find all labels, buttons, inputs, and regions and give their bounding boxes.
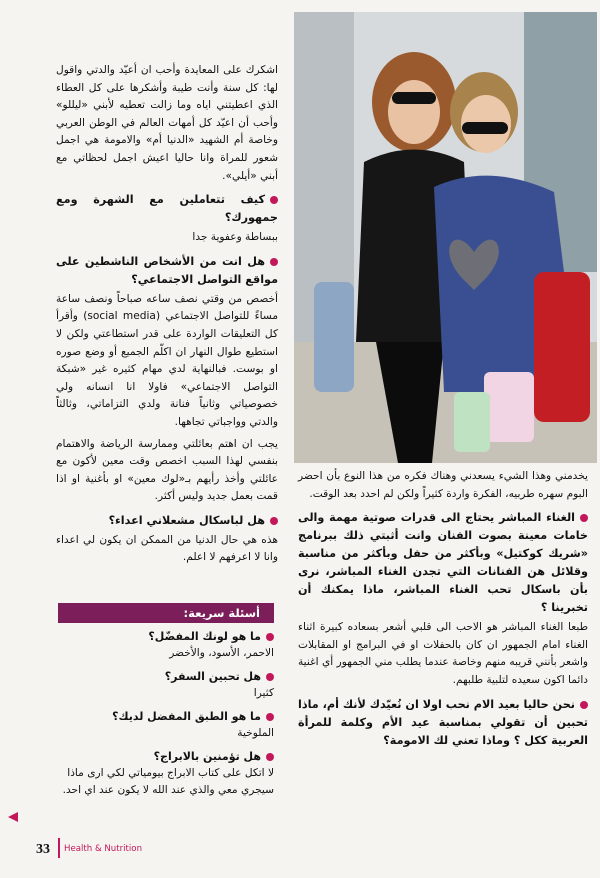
quick-question-text: هل تؤمنين بالابراج؟ [153, 750, 261, 763]
answer-social-media-1: أخصص من وقتي نصف ساعه صباحاً ونصف ساعة مساءً للتواصل الاجتماعي (social media) وأقرأ كل التعليقات الواردة على قدر استطاعتي ولكن لا استطيع طوال النهار ان اكلّم الجميع أو وضع صوره او بوست. فبالنهاية لدي مهام كثيره غير «شبكة التواصل الاجتماعي» فاولا انا انسانه ولي خصوصياتي وثانياً فنانة ولدي التزاماتي، وثالثاً والدتي وواجباتي تجاهها. [56, 292, 279, 428]
section-name: Health & Nutrition [64, 844, 143, 854]
answer-enemies: هذه هي حال الدنيا من الممكن ان يكون لي اعداء وانا لا اعرفهم لا اعلم. [56, 533, 278, 564]
bullet-icon [266, 713, 274, 721]
question-mothers-day [298, 696, 588, 750]
quick-answer: الاحمر، الأسود، والأخضر [169, 647, 274, 659]
left-column [56, 62, 278, 571]
arrow-left-icon [8, 812, 18, 822]
question-text: كيف تتعاملين مع الشهرة ومع جمهورك؟ [56, 193, 278, 225]
bullet-icon [580, 514, 588, 522]
bullet-icon [266, 753, 274, 761]
quick-answer: كثيرا [253, 687, 274, 699]
photo-illustration [294, 12, 597, 463]
question-social-media [56, 253, 278, 289]
bullet-icon [270, 258, 278, 266]
quick-questions-header: أسئلة سريعة: [58, 603, 274, 623]
right-column [298, 468, 588, 752]
question-text: الغناء المباشر يحتاج الى قدرات صوتية مهمة والى خامات معينة بصوت الفنان وانت أثبتي ذلك ببرنامج «شريك كوكتيل» وبأكثر من حفل وبأكثر من مناسبة وقلائل هن الفنانات التي تجدن الغناء المباشر، نرى بأن باسكال تحب الغناء المباشر، ماذا يمكنك أن تخبرينا ؟ [298, 511, 588, 615]
quick-question [58, 628, 274, 645]
bullet-icon [580, 701, 588, 709]
quick-question-text: هل تحبين السفر؟ [164, 670, 261, 683]
question-fame [56, 191, 278, 227]
quick-answer: الملوخية [237, 727, 274, 739]
quick-questions-list [58, 628, 274, 805]
question-live-singing [298, 509, 588, 617]
quick-answer: لا اتكل على كتاب الابراج بيومياتي لكي ارى ماذا سيجري معي والذي عند الله لا يكون عند اي احد. [62, 767, 274, 796]
quick-question-text: ما هو لونك المفضّل؟ [148, 630, 261, 643]
answer-live-singing: طبعا الغناء المباشر هو الاحب الى قلبي أشعر بسعاده كبيرة اثناء الغناء امام الجمهور ان كان بالحفلات او في البرامج او المقابلات واشعر بأنني قريبه منهم وخاصة عندما يطلب مني الجمهور أي اغنية دائما اكون سعيده لتلبية طلبهم. [298, 621, 588, 686]
quick-question [58, 668, 274, 685]
photo-two-women [294, 12, 597, 463]
quick-question [58, 748, 274, 765]
caption-continuation: يخدمني وهذا الشيء يسعدني وهناك فكره من هذا النوع بأن احضر البوم سهره طربيه، الفكرة واردة كثيراً ولكن لم احدد بعد الوقت. [298, 470, 588, 500]
bullet-icon [270, 196, 278, 204]
footer-divider [58, 838, 60, 858]
bullet-icon [266, 633, 274, 641]
quick-question [58, 708, 274, 725]
answer-fame: ببساطة وعفوية جدا [192, 231, 278, 244]
bullet-icon [266, 673, 274, 681]
question-text: نحن حاليا بعيد الام نحب اولا ان نُعيّدك لأنك أم، ماذا تحبين أن تقولي بمناسبة عيد الأم وكلمة للمرأة العربية ككل ؟ وماذا تعني لك الامومة؟ [298, 697, 588, 747]
question-text: هل لباسكال مشعلاني اعداء؟ [108, 513, 265, 527]
question-enemies [56, 512, 278, 530]
question-text: هل انت من الأشخاص الناشطين على مواقع التواصل الاجتماعي؟ [56, 254, 278, 286]
answer-social-media-2: يجب ان اهتم بعائلتي وممارسة الرياضة والاهتمام بنفسي لهذا السبب اخصص وقت معين لأكون مع عائلتي وأخذ رأيهم بـ«لوك معين» او بأغنية او اذا قمت بعمل جديد وليس أكثر. [56, 437, 278, 503]
intro-paragraph: اشكرك على المعايدة وأحب ان أعيّد والدتي واقول لها: كل سنة وأنت طيبة وأشكرها على كل العطاء الذي اعطيتني اياه وما زالت تعطيه لأبني «ليللو» وأحب أن اعيّد كل أمهات العالم في الوطن العربي وخاصة أم الشهيد «الدنيا أم» والامومة هي اجمل شعور للمراة وانا حاليا اعيش اجمل لحظاتي مع أبني «أيلي». [56, 64, 278, 182]
quick-question-text: ما هو الطبق المفضل لديك؟ [112, 710, 261, 723]
page-number: 33 [36, 842, 50, 857]
bullet-icon [270, 517, 278, 525]
